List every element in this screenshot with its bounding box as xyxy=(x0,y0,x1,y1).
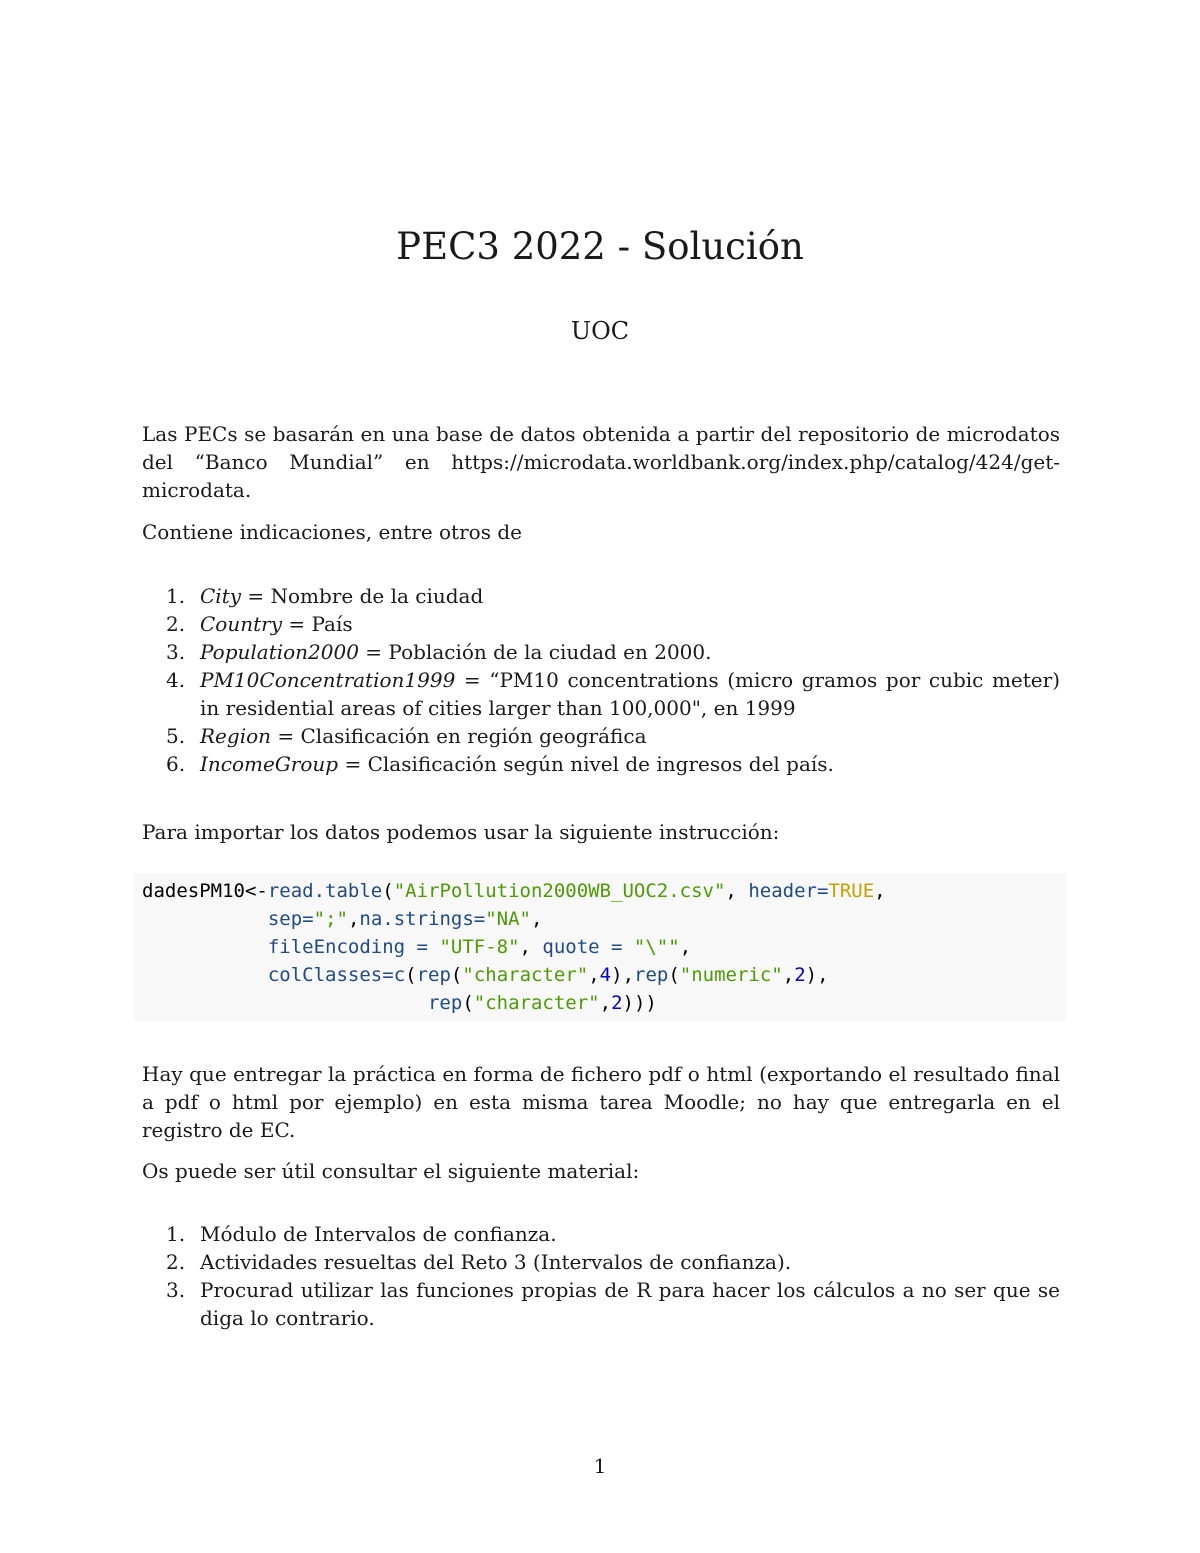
code-argument: header= xyxy=(748,880,829,902)
code-number: 2 xyxy=(611,992,623,1014)
code-number: 4 xyxy=(599,964,612,986)
code-indent xyxy=(142,964,268,986)
variable-name: IncomeGroup xyxy=(200,752,339,776)
materials-list xyxy=(142,1220,1060,1332)
code-token: , xyxy=(679,936,692,958)
variable-description: = Clasificación según nivel de ingresos del país. xyxy=(338,752,834,776)
code-token: , xyxy=(874,880,886,902)
code-argument: fileEncoding = xyxy=(267,936,440,958)
code-string: "AirPollution2000WB_UOC2.csv" xyxy=(393,880,726,902)
material-paragraph: Os puede ser útil consultar el siguiente material: xyxy=(142,1159,640,1183)
list-item xyxy=(142,1276,1060,1332)
list-item-text: Módulo de Intervalos de confianza. xyxy=(200,1222,557,1246)
code-token: , xyxy=(599,992,612,1014)
variable-description: = Clasificación en región geográfica xyxy=(271,724,647,748)
variable-name: Region xyxy=(200,724,272,748)
code-function: c xyxy=(393,964,406,986)
variable-description: = “PM10 concentrations (micro gramos por cubic meter) in residential areas of cities larger than 100,000", en 1999 xyxy=(200,668,1060,720)
code-token: , xyxy=(519,936,543,958)
code-string: "\"" xyxy=(633,936,680,958)
variable-description: = Nombre de la ciudad xyxy=(241,584,484,608)
code-function: rep xyxy=(634,964,669,986)
code-token: , xyxy=(725,880,749,902)
code-string: "character" xyxy=(473,992,600,1014)
code-argument: sep= xyxy=(267,908,314,930)
list-number: 4. xyxy=(166,668,186,692)
code-number: 2 xyxy=(794,964,806,986)
code-token: ( xyxy=(450,964,463,986)
variables-list xyxy=(142,582,1060,778)
list-number: 2. xyxy=(166,612,186,636)
code-constant: TRUE xyxy=(828,880,875,902)
code-token: ( xyxy=(668,964,680,986)
list-item-text: Actividades resueltas del Reto 3 (Intervalos de confianza). xyxy=(200,1250,792,1274)
import-paragraph: Para importar los datos podemos usar la siguiente instrucción: xyxy=(142,820,780,844)
code-function: rep xyxy=(416,964,451,986)
list-item xyxy=(142,722,1060,750)
code-string: "character" xyxy=(462,964,589,986)
variable-name: PM10Concentration1999 xyxy=(200,668,456,692)
code-string: ";" xyxy=(313,908,348,930)
list-number: 1. xyxy=(166,1222,186,1246)
code-indent xyxy=(142,908,268,930)
intro-paragraph xyxy=(142,420,1060,504)
worldbank-link[interactable]: https://microdata.worldbank.org/index.php/catalog/424/get-microdata xyxy=(142,450,1060,502)
variable-description: = Población de la ciudad en 2000. xyxy=(358,640,712,664)
code-string: "UTF-8" xyxy=(439,936,520,958)
page-title: PEC3 2022 - Solución xyxy=(396,225,804,268)
list-number: 2. xyxy=(166,1250,186,1274)
intro-text-end: . xyxy=(244,478,252,502)
list-number: 5. xyxy=(166,724,186,748)
code-token: , xyxy=(782,964,795,986)
list-item xyxy=(142,750,1060,778)
page-author: UOC xyxy=(570,317,630,345)
list-number: 3. xyxy=(166,1278,186,1302)
list-number: 6. xyxy=(166,752,186,776)
list-item xyxy=(142,1248,1060,1276)
code-token: ( xyxy=(382,880,394,902)
code-token: , xyxy=(531,908,543,930)
code-function: rep xyxy=(427,992,463,1014)
variable-name: Population2000 xyxy=(200,640,359,664)
code-string: "numeric" xyxy=(679,964,783,986)
list-item xyxy=(142,1220,1060,1248)
variable-description: = País xyxy=(282,612,353,636)
code-argument: na.strings= xyxy=(359,908,486,930)
code-token: ( xyxy=(462,992,474,1014)
code-indent xyxy=(142,992,428,1014)
code-indent xyxy=(142,936,268,958)
code-token: dadesPM10<- xyxy=(142,880,268,902)
list-item xyxy=(142,666,1060,722)
code-block xyxy=(134,873,1066,1021)
intro-text-start: Las PECs se basarán en una base de datos obtenida a partir del repositorio de microdatos del “Banco Mundial” en xyxy=(142,422,1060,474)
list-item xyxy=(142,582,1060,610)
code-argument: quote = xyxy=(542,936,634,958)
code-token: ), xyxy=(611,964,635,986)
list-item-text: Procurad utilizar las funciones propias de R para hacer los cálculos a no ser que se diga lo contrario. xyxy=(200,1278,1060,1330)
code-token: , xyxy=(588,964,600,986)
page-number: 1 xyxy=(593,1454,607,1478)
code-token: ), xyxy=(805,964,829,986)
code-text xyxy=(134,873,1066,1017)
code-string: "NA" xyxy=(485,908,531,930)
list-item xyxy=(142,638,1060,666)
code-function: read.table xyxy=(267,880,383,902)
code-argument: colClasses= xyxy=(267,964,394,986)
deliver-paragraph: Hay que entregar la práctica en forma de fichero pdf o html (exportando el resultado final a pdf o html por ejemplo) en esta misma tarea Moodle; no hay que entregarla en el registro de EC. xyxy=(142,1062,1060,1142)
code-token: ( xyxy=(405,964,417,986)
variable-name: Country xyxy=(200,612,283,636)
variable-name: City xyxy=(200,584,242,608)
contains-paragraph: Contiene indicaciones, entre otros de xyxy=(142,520,522,544)
list-number: 1. xyxy=(166,584,186,608)
list-item xyxy=(142,610,1060,638)
list-number: 3. xyxy=(166,640,186,664)
code-token: ))) xyxy=(622,992,657,1014)
code-token: , xyxy=(347,908,360,930)
